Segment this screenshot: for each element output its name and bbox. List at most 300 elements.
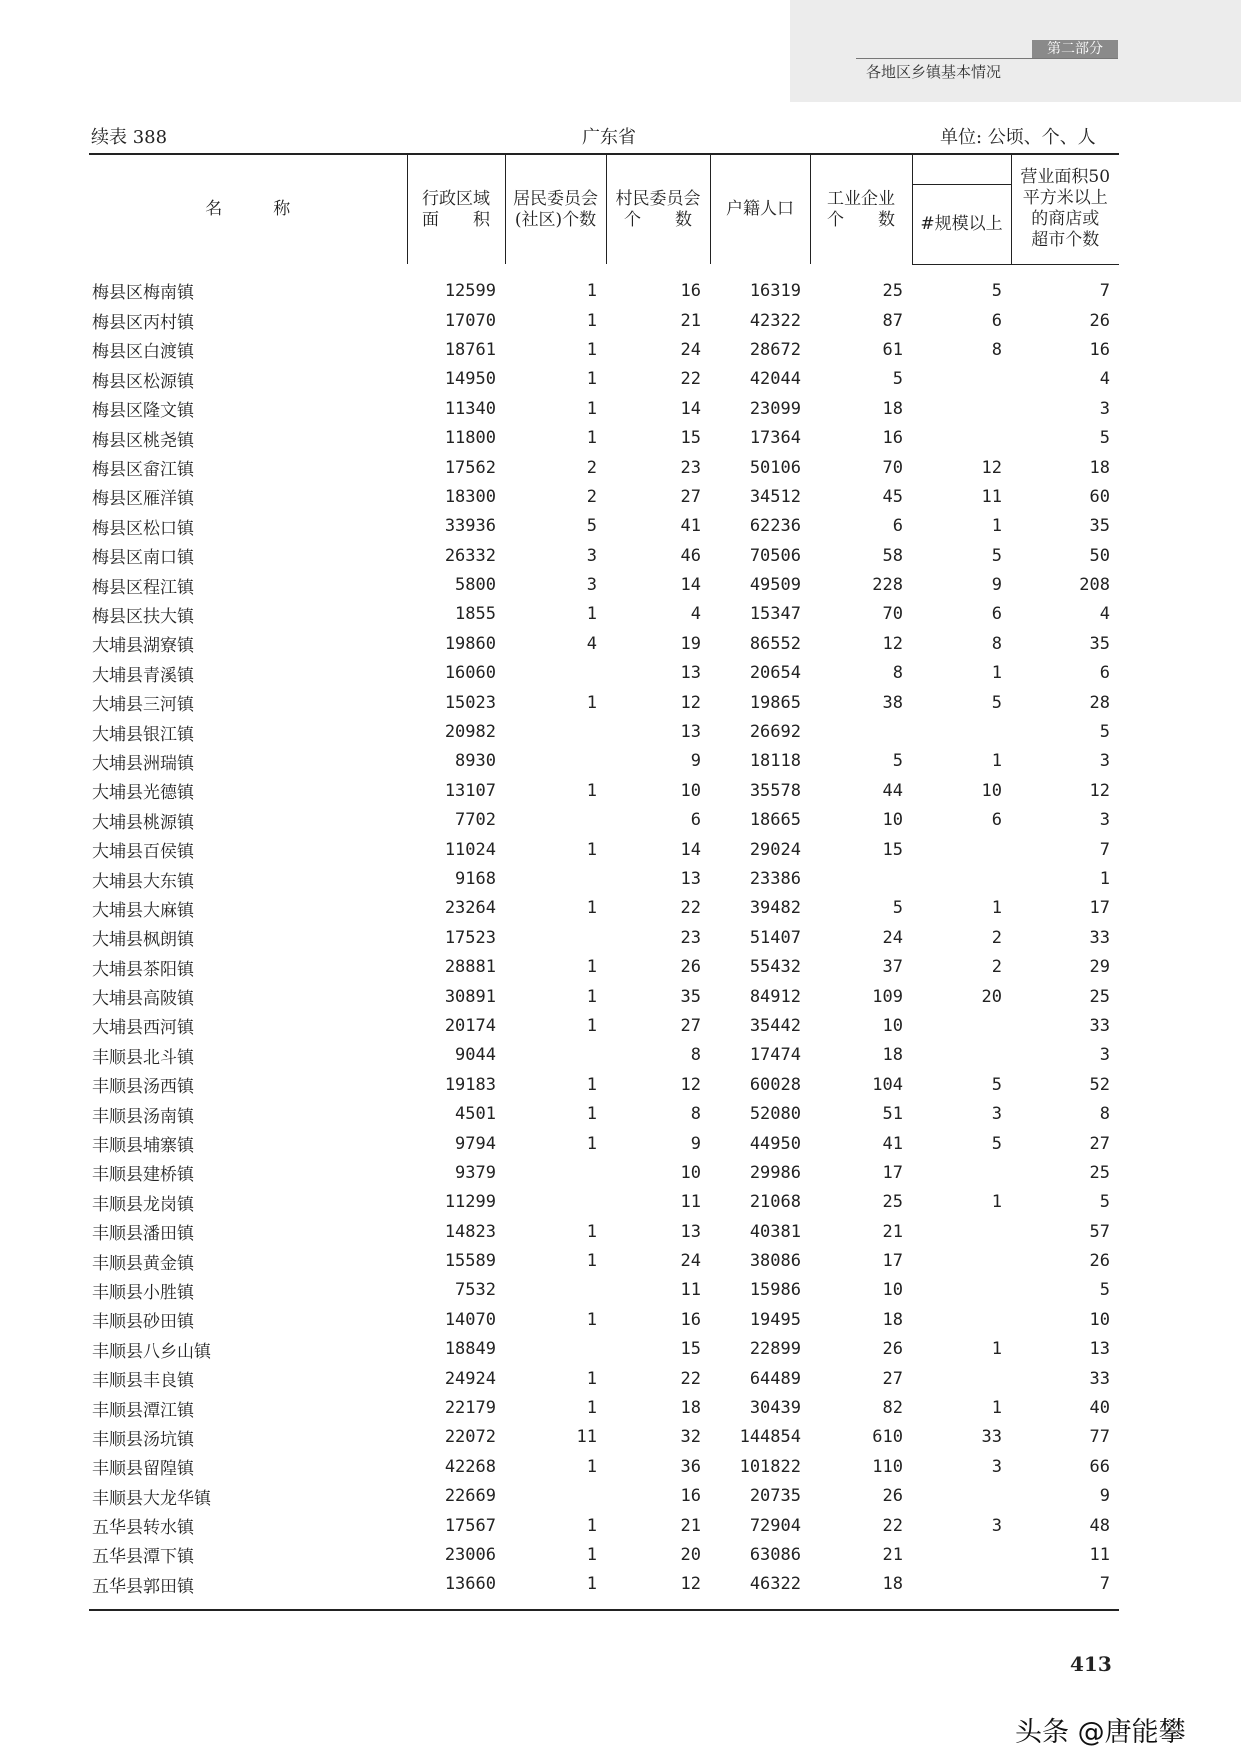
cell-ind: 25 [882, 280, 903, 301]
unit-label: 单位: 公顷、个、人 [940, 127, 1096, 148]
cell-vil: 15 [680, 428, 701, 449]
cell-res [505, 1041, 606, 1070]
cell-vil: 19 [680, 633, 701, 654]
cell-shop: 48 [1089, 1515, 1110, 1536]
cell-res: 1 [505, 1570, 606, 1610]
table-body [89, 264, 1119, 1610]
table-row [89, 894, 1119, 923]
cell-res: 1 [586, 986, 597, 1007]
cell-res [505, 717, 606, 746]
cell-ind: 22 [882, 1515, 903, 1536]
cell-res [505, 659, 606, 688]
cell-name: 梅县区扶大镇 [92, 606, 194, 627]
cell-name: 梅县区丙村镇 [92, 313, 194, 334]
col-residents-committee-header: 居民委员会 (社区)个数 [505, 154, 606, 264]
cell-ind [810, 864, 912, 893]
col-industry-header: 工业企业 个 数 [810, 154, 912, 264]
cell-ind: 5 [892, 369, 903, 390]
cell-shop: 7 [1099, 281, 1110, 302]
table-row [89, 1452, 1119, 1481]
cell-res: 1 [586, 1398, 597, 1419]
cell-vil: 41 [680, 516, 701, 537]
cell-vil: 13 [680, 722, 701, 743]
cell-area: 17070 [444, 310, 496, 331]
cell-name: 大埔县湖寮镇 [92, 636, 194, 657]
cell-name: 梅县区南口镇 [92, 548, 194, 569]
table-row [89, 335, 1119, 364]
cell-area: 19860 [444, 633, 496, 654]
cell-pop: 19865 [749, 692, 801, 713]
cell-shop: 33 [1089, 1015, 1110, 1036]
cell-area: 5800 [455, 575, 496, 596]
cell-area: 9379 [455, 1162, 496, 1183]
cell-area: 7702 [455, 810, 496, 831]
cell-res: 1 [586, 692, 597, 713]
cell-large: 1 [991, 1192, 1002, 1213]
cell-pop: 35578 [749, 780, 801, 801]
cell-ind: 70 [882, 457, 903, 478]
table-row [89, 688, 1119, 717]
cell-vil: 22 [680, 369, 701, 390]
cell-name: 梅县区梅南镇 [92, 283, 194, 304]
cell-ind: 109 [872, 986, 903, 1007]
cell-vil: 14 [680, 839, 701, 860]
cell-pop: 144854 [739, 1427, 801, 1448]
table-row [89, 717, 1119, 746]
province-title: 广东省 [582, 127, 636, 148]
table-row [89, 600, 1119, 629]
cell-name: 梅县区隆文镇 [92, 401, 194, 422]
cell-ind: 25 [882, 1192, 903, 1213]
cell-large: 6 [991, 604, 1002, 625]
cell-ind: 82 [882, 1398, 903, 1419]
cell-area: 13107 [444, 780, 496, 801]
cell-res: 1 [586, 780, 597, 801]
cell-ind: 6 [892, 516, 903, 537]
cell-res [505, 806, 606, 835]
table-row [89, 1511, 1119, 1540]
table-row [89, 1246, 1119, 1275]
cell-area: 18300 [444, 486, 496, 507]
cell-vil: 12 [680, 1074, 701, 1095]
cell-area: 17562 [444, 457, 496, 478]
cell-area: 11340 [444, 398, 496, 419]
cell-shop: 50 [1089, 545, 1110, 566]
cell-shop: 7 [1099, 839, 1110, 860]
cell-ind: 10 [882, 1280, 903, 1301]
cell-shop: 13 [1089, 1339, 1110, 1360]
cell-vil: 27 [680, 1015, 701, 1036]
cell-pop: 42044 [749, 369, 801, 390]
cell-pop: 44950 [749, 1133, 801, 1154]
cell-pop: 29024 [749, 839, 801, 860]
cell-shop: 77 [1089, 1427, 1110, 1448]
cell-res: 1 [586, 839, 597, 860]
cell-pop: 40381 [749, 1221, 801, 1242]
part-label: 第二部分 [1032, 40, 1118, 58]
cell-pop: 46322 [710, 1570, 810, 1610]
cell-pop: 60028 [749, 1074, 801, 1095]
cell-res: 1 [586, 1133, 597, 1154]
cell-vil: 36 [680, 1456, 701, 1477]
cell-res: 2 [586, 486, 597, 507]
cell-area: 20174 [444, 1015, 496, 1036]
cell-pop: 23386 [749, 869, 801, 889]
table-row [89, 1423, 1119, 1452]
cell-area: 14070 [444, 1309, 496, 1330]
cell-res: 1 [586, 369, 597, 390]
cell-large [912, 1364, 1011, 1393]
cell-area: 22179 [444, 1398, 496, 1419]
cell-shop: 66 [1089, 1456, 1110, 1477]
cell-shop: 8 [1099, 1104, 1110, 1125]
col-shops-header: 营业面积50 平方米以上 的商店或 超市个数 [1011, 154, 1119, 264]
cell-name: 丰顺县留隍镇 [92, 1459, 194, 1480]
table-row [89, 453, 1119, 482]
cell-large: 11 [981, 486, 1002, 507]
cell-res [505, 747, 606, 776]
cell-vil: 26 [680, 957, 701, 978]
cell-name: 梅县区白渡镇 [92, 342, 194, 363]
cell-res [505, 1482, 606, 1511]
cell-ind: 610 [872, 1427, 903, 1448]
cell-name: 梅县区程江镇 [92, 577, 194, 598]
col-large-scale-header: #规模以上 [912, 184, 1011, 264]
cell-pop: 70506 [749, 545, 801, 566]
cell-area: 9044 [455, 1045, 496, 1066]
cell-name: 大埔县高陂镇 [92, 989, 194, 1010]
table-row [89, 1570, 1119, 1610]
page-number: 413 [1070, 1652, 1112, 1676]
cell-area: 11299 [444, 1192, 496, 1213]
cell-pop: 64489 [749, 1368, 801, 1389]
table-row [89, 541, 1119, 570]
cell-pop: 16319 [749, 280, 801, 301]
cell-res: 2 [586, 457, 597, 478]
cell-ind: 58 [882, 545, 903, 566]
cell-large: 3 [991, 1456, 1002, 1477]
table-row [89, 1335, 1119, 1364]
cell-area: 26332 [444, 545, 496, 566]
cell-large: 2 [991, 957, 1002, 978]
table-row [89, 482, 1119, 511]
cell-shop: 4 [1099, 604, 1110, 625]
col-area-header: 行政区域 面 积 [407, 154, 505, 264]
cell-large: 1 [991, 751, 1002, 772]
cell-shop: 9 [1099, 1486, 1110, 1507]
cell-shop: 35 [1089, 633, 1110, 654]
cell-res: 1 [586, 1456, 597, 1477]
cell-res: 1 [586, 604, 597, 625]
cell-ind: 61 [882, 339, 903, 360]
cell-area: 18849 [444, 1339, 496, 1360]
cell-large [912, 365, 1011, 394]
cell-pop: 19495 [749, 1309, 801, 1330]
cell-res: 1 [586, 428, 597, 449]
cell-pop: 20735 [749, 1486, 801, 1507]
table-row [89, 423, 1119, 452]
cell-area: 9794 [455, 1133, 496, 1154]
cell-name: 丰顺县八乡山镇 [92, 1341, 211, 1362]
cell-ind: 21 [882, 1544, 903, 1565]
cell-name: 五华县潭下镇 [92, 1547, 194, 1568]
cell-vil: 27 [680, 486, 701, 507]
cell-res [505, 923, 606, 952]
cell-area: 11024 [444, 839, 496, 860]
cell-large: 8 [991, 633, 1002, 654]
cell-res: 1 [586, 1251, 597, 1272]
cell-area: 19183 [444, 1074, 496, 1095]
cell-shop: 4 [1099, 369, 1110, 390]
table-row [89, 1364, 1119, 1393]
cell-large [912, 394, 1011, 423]
cell-name: 丰顺县建桥镇 [92, 1165, 194, 1186]
cell-ind: 104 [872, 1074, 903, 1095]
cell-name: 大埔县茶阳镇 [92, 959, 194, 980]
cell-ind: 38 [882, 692, 903, 713]
cell-res: 1 [586, 310, 597, 331]
col-industry-spacer [912, 154, 1011, 184]
cell-pop: 51407 [749, 927, 801, 948]
cell-vil: 23 [680, 927, 701, 948]
cell-large: 10 [981, 780, 1002, 801]
table-row [89, 306, 1119, 335]
cell-vil: 6 [690, 810, 701, 831]
cell-area: 22669 [444, 1486, 496, 1507]
cell-res [505, 1335, 606, 1364]
cell-shop: 35 [1089, 516, 1110, 537]
cell-shop: 3 [1099, 810, 1110, 831]
cell-vil: 32 [680, 1427, 701, 1448]
cell-ind: 8 [892, 663, 903, 684]
cell-name: 丰顺县汤南镇 [92, 1106, 194, 1127]
table-row [89, 1482, 1119, 1511]
cell-ind: 15 [882, 839, 903, 860]
header-rule [856, 58, 1118, 59]
cell-shop: 10 [1089, 1309, 1110, 1330]
cell-ind: 37 [882, 957, 903, 978]
cell-vil: 20 [680, 1544, 701, 1565]
cell-name: 大埔县银江镇 [92, 724, 194, 745]
cell-pop: 39482 [749, 898, 801, 919]
cell-vil: 4 [690, 604, 701, 625]
table-row [89, 1276, 1119, 1305]
cell-name: 丰顺县汤西镇 [92, 1077, 194, 1098]
cell-large [912, 864, 1011, 893]
cell-shop: 1 [1099, 869, 1110, 889]
cell-name: 梅县区松源镇 [92, 371, 194, 392]
cell-vil: 12 [680, 692, 701, 713]
table-row [89, 864, 1119, 893]
statistics-table [89, 153, 1119, 1611]
cell-ind: 87 [882, 310, 903, 331]
cell-ind: 26 [882, 1486, 903, 1507]
cell-res: 1 [586, 1104, 597, 1125]
cell-res: 5 [586, 516, 597, 537]
cell-shop: 52 [1089, 1074, 1110, 1095]
cell-res: 1 [586, 1368, 597, 1389]
cell-vil: 10 [680, 780, 701, 801]
cell-name: 丰顺县丰良镇 [92, 1371, 194, 1392]
cell-area: 23264 [444, 898, 496, 919]
cell-large: 5 [991, 545, 1002, 566]
cell-area: 20982 [444, 722, 496, 743]
cell-shop: 7 [1011, 1570, 1119, 1610]
cell-ind: 18 [882, 1045, 903, 1066]
cell-large: 9 [991, 575, 1002, 596]
cell-ind: 5 [892, 751, 903, 772]
cell-name: 大埔县洲瑞镇 [92, 753, 194, 774]
cell-ind: 27 [882, 1368, 903, 1389]
cell-large: 1 [991, 898, 1002, 919]
cell-res: 11 [576, 1427, 597, 1448]
table-row [89, 776, 1119, 805]
cell-area: 17567 [444, 1515, 496, 1536]
table-row [89, 982, 1119, 1011]
cell-shop: 26 [1089, 1251, 1110, 1272]
table-row [89, 659, 1119, 688]
cell-name: 梅县区畲江镇 [92, 460, 194, 481]
cell-shop: 33 [1089, 927, 1110, 948]
cell-shop: 60 [1089, 486, 1110, 507]
cell-shop: 27 [1089, 1133, 1110, 1154]
cell-pop: 72904 [749, 1515, 801, 1536]
cell-res: 1 [586, 1515, 597, 1536]
cell-large: 20 [981, 986, 1002, 1007]
cell-pop: 17474 [749, 1045, 801, 1066]
cell-large [912, 1570, 1011, 1610]
cell-area: 14950 [444, 369, 496, 390]
cell-res: 4 [586, 633, 597, 654]
cell-large: 1 [991, 516, 1002, 537]
cell-vil: 14 [680, 398, 701, 419]
cell-area: 28881 [444, 957, 496, 978]
table-row [89, 835, 1119, 864]
watermark: 头条 @唐能攀 [1015, 1717, 1186, 1748]
cell-area: 9168 [455, 869, 496, 889]
cell-pop: 30439 [749, 1398, 801, 1419]
cell-vil: 15 [680, 1339, 701, 1360]
cell-ind: 45 [882, 486, 903, 507]
cell-res: 1 [586, 398, 597, 419]
cell-pop: 84912 [749, 986, 801, 1007]
cell-large [912, 835, 1011, 864]
cell-area: 13660 [407, 1570, 505, 1610]
cell-res: 1 [586, 1015, 597, 1036]
cell-ind: 18 [882, 1309, 903, 1330]
cell-name: 丰顺县潘田镇 [92, 1224, 194, 1245]
cell-name: 丰顺县龙岗镇 [92, 1194, 194, 1215]
cell-area: 15589 [444, 1251, 496, 1272]
cell-area: 42268 [444, 1456, 496, 1477]
cell-name: 丰顺县北斗镇 [92, 1047, 194, 1068]
cell-vil: 23 [680, 457, 701, 478]
cell-ind: 26 [882, 1339, 903, 1360]
cell-large [912, 1011, 1011, 1040]
cell-pop: 18665 [749, 810, 801, 831]
cell-pop: 26692 [749, 722, 801, 743]
cell-name: 丰顺县埔寨镇 [92, 1136, 194, 1157]
cell-vil: 22 [680, 898, 701, 919]
cell-pop: 86552 [749, 633, 801, 654]
cell-name: 丰顺县小胜镇 [92, 1282, 194, 1303]
cell-shop: 5 [1099, 1192, 1110, 1213]
cell-shop: 25 [1089, 1162, 1110, 1183]
cell-large: 1 [991, 1398, 1002, 1419]
cell-large [912, 423, 1011, 452]
cell-name: 丰顺县黄金镇 [92, 1253, 194, 1274]
cell-large [912, 1041, 1011, 1070]
cell-large: 3 [991, 1104, 1002, 1125]
cell-ind: 17 [882, 1162, 903, 1183]
cell-vil: 21 [680, 1515, 701, 1536]
cell-vil: 18 [680, 1398, 701, 1419]
cell-vil: 14 [680, 575, 701, 596]
cell-ind: 41 [882, 1133, 903, 1154]
section-title: 各地区乡镇基本情况 [866, 63, 1002, 81]
cell-area: 23006 [444, 1544, 496, 1565]
cell-name: 梅县区雁洋镇 [92, 489, 194, 510]
cell-res: 1 [586, 898, 597, 919]
cell-ind: 16 [882, 428, 903, 449]
cell-shop: 18 [1089, 457, 1110, 478]
table-row [89, 570, 1119, 599]
cell-ind: 110 [872, 1456, 903, 1477]
cell-area: 33936 [444, 516, 496, 537]
cell-pop: 15986 [749, 1280, 801, 1301]
cell-vil: 16 [680, 280, 701, 301]
cell-name: 丰顺县大龙华镇 [92, 1488, 211, 1509]
cell-vil: 24 [680, 339, 701, 360]
table-row [89, 1188, 1119, 1217]
cell-ind: 228 [872, 575, 903, 596]
col-population-header: 户籍人口 [710, 154, 810, 264]
cell-area: 18761 [444, 339, 496, 360]
cell-vil: 22 [680, 1368, 701, 1389]
cell-pop: 28672 [749, 339, 801, 360]
cell-vil: 13 [680, 663, 701, 684]
cell-name: 大埔县百侯镇 [92, 842, 194, 863]
cell-name: 大埔县光德镇 [92, 783, 194, 804]
cell-large: 5 [991, 1074, 1002, 1095]
cell-area: 22072 [444, 1427, 496, 1448]
cell-large [912, 1158, 1011, 1187]
table-row [89, 1540, 1119, 1569]
table-row [89, 1217, 1119, 1246]
cell-ind: 51 [882, 1104, 903, 1125]
cell-name: 丰顺县潭江镇 [92, 1400, 194, 1421]
cell-area: 8930 [455, 751, 496, 772]
cell-res [505, 864, 606, 893]
cell-res: 1 [586, 1544, 597, 1565]
cell-vil: 12 [606, 1570, 710, 1610]
cell-name: 梅县区松口镇 [92, 518, 194, 539]
cell-large: 5 [991, 692, 1002, 713]
table-row [89, 629, 1119, 658]
table-row [89, 1393, 1119, 1422]
cell-shop: 11 [1089, 1544, 1110, 1565]
cell-ind: 10 [882, 810, 903, 831]
cell-ind: 5 [892, 898, 903, 919]
cell-ind: 18 [882, 398, 903, 419]
cell-vil: 21 [680, 310, 701, 331]
cell-large: 12 [981, 457, 1002, 478]
cell-pop: 29986 [749, 1162, 801, 1183]
cell-area: 17523 [444, 927, 496, 948]
cell-ind: 17 [882, 1251, 903, 1272]
cell-large: 1 [991, 663, 1002, 684]
table-row [89, 952, 1119, 981]
